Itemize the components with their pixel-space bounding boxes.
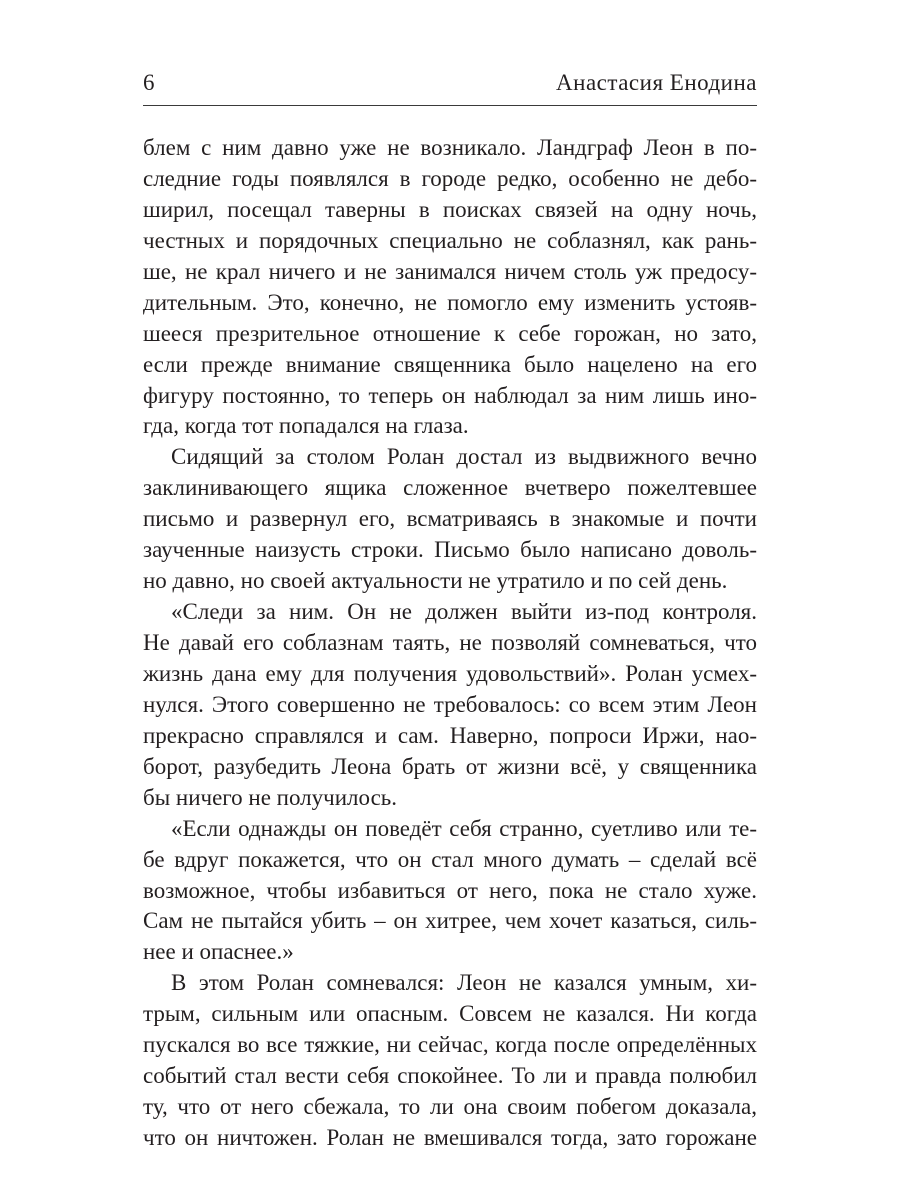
paragraph bbox=[143, 968, 757, 1154]
text-line: Сам не пытайся убить – он хитрее, чем хочет казаться, силь- bbox=[143, 908, 757, 934]
text-line: В этом Ролан сомневался: Леон не казался умным, хи- bbox=[171, 970, 757, 996]
page-body-text bbox=[143, 133, 757, 1154]
text-line: нее и опаснее.» bbox=[143, 939, 294, 965]
text-line: дительным. Это, конечно, не помогло ему изменить устояв- bbox=[143, 289, 757, 315]
text-line: шееся презрительное отношение к себе горожан, но зато, bbox=[143, 320, 757, 346]
text-line: пускался во все тяжкие, ни сейчас, когда после определённых bbox=[143, 1032, 757, 1058]
text-line: но давно, но своей актуальности не утратило и по сей день. bbox=[143, 568, 728, 594]
text-line: трым, сильным или опасным. Совсем не казался. Ни когда bbox=[143, 1001, 757, 1027]
text-line: борот, разубедить Леона брать от жизни всё, у священника bbox=[143, 753, 757, 779]
text-line: возможное, чтобы избавиться от него, пока не стало хуже. bbox=[143, 877, 757, 903]
paragraph bbox=[143, 133, 757, 442]
page-number: 6 bbox=[143, 70, 155, 95]
text-line: письмо и развернул его, всматриваясь в знакомые и почти bbox=[143, 506, 757, 532]
header-rule bbox=[143, 105, 757, 106]
text-line: честных и порядочных специально не соблазнял, как рань- bbox=[143, 227, 757, 253]
text-line: Не давай его соблазнам таять, не позволяй сомневаться, что bbox=[143, 630, 757, 655]
text-line: ту, что от него сбежала, то ли она своим побегом доказала, bbox=[143, 1094, 757, 1120]
paragraph bbox=[143, 597, 757, 814]
running-header-author: Анастасия Енодина bbox=[556, 70, 757, 95]
text-line: ше, не крал ничего и не занимался ничем столь уж предосу- bbox=[143, 258, 757, 284]
text-line: блем с ним давно уже не возникало. Ландграф Леон в по- bbox=[143, 135, 757, 160]
text-line: Сидящий за столом Ролан достал из выдвижного вечно bbox=[171, 444, 757, 470]
paragraph bbox=[143, 814, 757, 969]
text-line: бы ничего не получилось. bbox=[143, 784, 398, 810]
text-line: «Если однажды он поведёт себя странно, суетливо или те- bbox=[171, 815, 757, 841]
text-line: гда, когда тот попадался на глаза. bbox=[143, 413, 469, 439]
text-line: что он ничтожен. Ролан не вмешивался тогда, зато горожане bbox=[143, 1125, 757, 1150]
text-line: бе вдруг покажется, что он стал много думать – сделай всё bbox=[143, 846, 757, 872]
text-line: заклинивающего ящика сложенное вчетверо пожелтевшее bbox=[143, 475, 757, 501]
text-line: следние годы появлялся в городе редко, особенно не дебо- bbox=[143, 165, 757, 191]
text-line: если прежде внимание священника было нацелено на его bbox=[143, 351, 757, 377]
text-line: фигуру постоянно, то теперь он наблюдал за ним лишь ино- bbox=[143, 382, 757, 408]
text-line: жизнь дана ему для получения удовольствий». Ролан усмех- bbox=[143, 660, 757, 686]
text-line: прекрасно справлялся и сам. Наверно, попроси Иржи, нао- bbox=[143, 722, 757, 748]
text-line: «Следи за ним. Он не должен выйти из-под контроля. bbox=[171, 599, 757, 625]
text-line: заученные наизусть строки. Письмо было написано доволь- bbox=[143, 537, 757, 563]
text-line: нулся. Этого совершенно не требовалось: со всем этим Леон bbox=[143, 691, 757, 717]
paragraph bbox=[143, 442, 757, 597]
text-line: ширил, посещал таверны в поисках связей на одну ночь, bbox=[143, 196, 757, 222]
text-line: событий стал вести себя спокойнее. То ли и правда полюбил bbox=[143, 1063, 757, 1089]
